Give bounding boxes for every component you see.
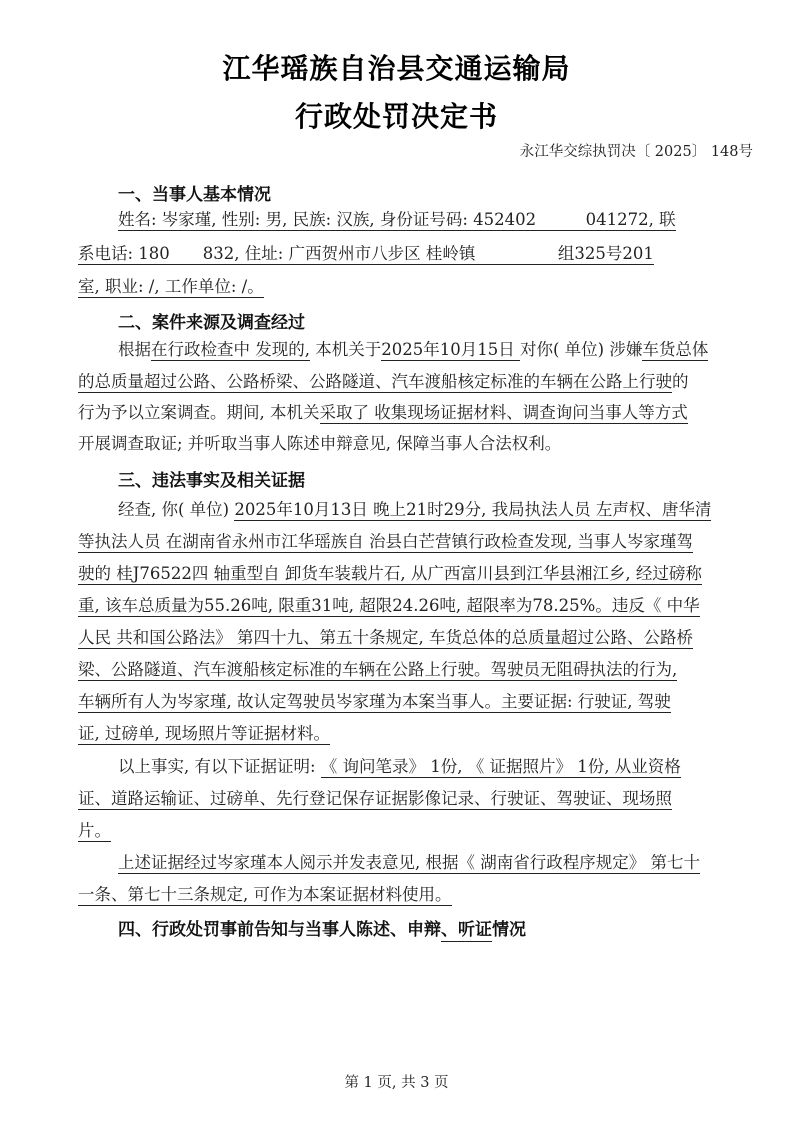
text-segment: 重, 该车总质量为55.26吨, 限重31吨, 超限24.26吨, 超限率为78.25%。违反《 中华 <box>78 596 700 615</box>
text-segment: 车货总体 <box>642 340 709 359</box>
section-2-heading: 二、案件来源及调查经过 <box>118 313 305 333</box>
heading-segment: 四、行政处罚事前告知与当事人陈述、申辩 <box>118 920 441 940</box>
facts-line-7 <box>78 690 750 714</box>
evidence-line-3 <box>78 819 750 843</box>
party-info-text: 系电话: 180 832, 住址: 广西贺州市八步区 桂岭镇 组325号201 <box>78 244 654 263</box>
section-1-heading: 一、当事人基本情况 <box>118 185 271 205</box>
evidence-line-1 <box>118 755 750 779</box>
facts-line-3 <box>78 562 750 586</box>
page-footer: 第 1 页, 共 3 页 <box>344 1075 449 1091</box>
filing-date: 2025年10月15日 <box>381 340 520 359</box>
review-line-2 <box>78 883 750 907</box>
text-segment: 一条、第七十三条规定, 可作为本案证据材料使用。 <box>78 885 452 904</box>
text-segment: 片。 <box>78 821 111 840</box>
section-3-heading: 三、违法事实及相关证据 <box>118 471 305 491</box>
heading-segment: 情况 <box>492 920 526 940</box>
document-number: 永江华交综执罚决〔 2025〕 148号 <box>519 144 753 160</box>
agency-title: 江华瑶族自治县交通运输局 <box>222 52 571 85</box>
text-segment: 在行政检查中 发现的, <box>151 340 310 359</box>
text-segment: 经查, 你( 单位) <box>118 500 235 519</box>
case-source-line-2 <box>78 370 750 394</box>
text-segment: 等执法人员 在湖南省永州市江华瑶族自 治县白芒营镇行政检查发现, 当事人岑家瑾驾 <box>78 532 693 551</box>
text-segment: 《 询问笔录》 1份, 《 证据照片》 1份, 从业资格 <box>320 757 681 776</box>
text-segment: 本机关于 <box>310 340 382 359</box>
facts-line-8 <box>78 722 750 746</box>
party-info-line-2 <box>78 242 750 266</box>
facts-line-2 <box>78 530 750 554</box>
document-title: 行政处罚决定书 <box>294 100 498 133</box>
facts-line-4 <box>78 594 750 618</box>
text-segment: 行为予以立案调查。期间, 本机关 <box>78 403 320 422</box>
review-line-1 <box>118 851 750 875</box>
evidence-line-2 <box>78 787 750 811</box>
text-segment: 驶的 桂J76522四 轴重型自 卸货车装载片石, 从广西富川县到江华县湘江乡, 经过磅称 <box>78 564 702 583</box>
party-info-line-3 <box>78 275 750 299</box>
text-segment: 证、道路运输证、过磅单、先行登记保存证据影像记录、行驶证、驾驶证、现场照 <box>78 789 672 808</box>
text-segment: 车辆所有人为岑家瑾, 故认定驾驶员岑家瑾为本案当事人。主要证据: 行驶证, 驾驶 <box>78 692 671 711</box>
section-4-heading <box>118 915 526 940</box>
heading-segment: 、听证 <box>441 920 492 940</box>
text-segment: 的总质量超过公路、公路桥梁、公路隧道、汽车渡船核定标准的车辆在公路上行驶 <box>78 372 672 391</box>
case-source-line-3 <box>78 401 750 425</box>
party-info-line-1 <box>118 208 750 232</box>
text-segment: 根据 <box>118 340 151 359</box>
text-segment: 以上事实, 有以下证据证明: <box>118 757 321 776</box>
text-segment: 的 <box>672 372 689 391</box>
text-segment: 采取了 收集现场证据材料、调查询问当事人等方式 <box>319 403 688 422</box>
case-source-line-4 <box>78 432 750 456</box>
text-segment: 梁、公路隧道、汽车渡船核定标准的车辆在公路上行驶。驾驶员无阻碍执法的行为, <box>78 660 678 679</box>
text-segment: 2025年10月13日 晚上21时29分, 我局执法人员 左声权、唐华清 <box>234 500 712 519</box>
facts-line-5 <box>78 626 750 650</box>
text-segment: 对你( 单位) 涉嫌 <box>519 340 643 359</box>
party-info-text: 室, 职业: /, 工作单位: /。 <box>78 277 264 296</box>
text-segment: 上述证据经过岑家瑾本人阅示并发表意见, 根据《 湖南省行政程序规定》 第七十 <box>118 853 700 872</box>
facts-line-1 <box>118 498 750 522</box>
text-segment: 人民 共和国公路法》 第四十九、第五十条规定, 车货总体的总质量超过公路、公路桥 <box>78 628 693 647</box>
party-info-text: 姓名: 岑家瑾, 性别: 男, 民族: 汉族, 身份证号码: 452402 041272, 联 <box>118 210 676 229</box>
case-source-line-1 <box>118 338 750 362</box>
text-segment: 开展调查取证; 并听取当事人陈述申辩意见, 保障当事人合法权利。 <box>78 434 562 453</box>
facts-line-6 <box>78 658 750 682</box>
text-segment: 证, 过磅单, 现场照片等证据材料。 <box>78 724 330 743</box>
